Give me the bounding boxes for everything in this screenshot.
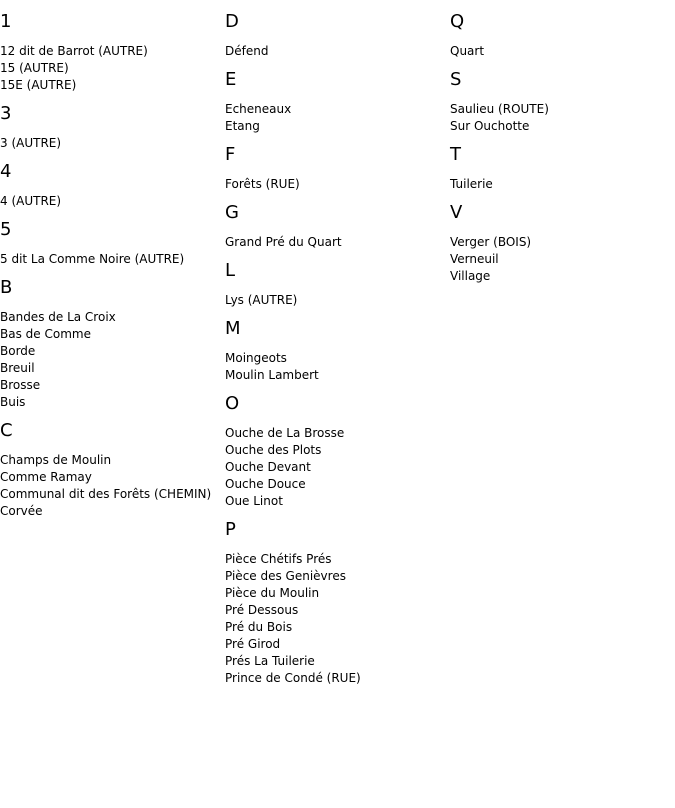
index-letter-heading: 1: [0, 11, 12, 32]
index-item-link[interactable]: Brosse: [0, 378, 41, 392]
index-item-list: [0, 43, 225, 94]
index-item-list: [225, 234, 450, 251]
index-item-list: [450, 234, 675, 285]
index-item-link[interactable]: Pièce Chétifs Prés: [225, 552, 332, 566]
index-item-link[interactable]: Verneuil: [450, 252, 499, 266]
index-item-link[interactable]: Verger (BOIS): [450, 235, 532, 249]
index-letter-heading: E: [225, 69, 237, 90]
index-item-link[interactable]: Ouche de La Brosse: [225, 426, 345, 440]
index-item-link[interactable]: Buis: [0, 395, 26, 409]
index-letter-heading: M: [225, 318, 241, 339]
index-item-link[interactable]: Forêts (RUE): [225, 177, 300, 191]
index-item-link[interactable]: Pièce des Genièvres: [225, 569, 346, 583]
index-letter-heading: C: [0, 420, 13, 441]
index-item-list: [0, 251, 225, 268]
index-column-3: [450, 10, 675, 687]
index-group: [225, 518, 450, 687]
index-column-1: [0, 10, 225, 687]
alphabetical-index: [0, 10, 675, 687]
index-group: [450, 68, 675, 135]
index-item-link[interactable]: Prince de Condé (RUE): [225, 671, 361, 685]
index-item-list: [225, 43, 450, 60]
index-item-link[interactable]: Prés La Tuilerie: [225, 654, 315, 668]
index-item-list: [0, 452, 225, 520]
index-item-link[interactable]: Grand Pré du Quart: [225, 235, 342, 249]
index-item-list: [450, 43, 675, 60]
index-item-link[interactable]: Village: [450, 269, 491, 283]
index-group: [225, 317, 450, 384]
index-item-list: [225, 101, 450, 135]
index-letter-heading: F: [225, 144, 236, 165]
index-item-link[interactable]: Bandes de La Croix: [0, 310, 116, 324]
index-item-link[interactable]: Comme Ramay: [0, 470, 92, 484]
index-item-link[interactable]: Sur Ouchotte: [450, 119, 530, 133]
index-letter-heading: S: [450, 69, 462, 90]
index-group: [0, 276, 225, 411]
index-item-link[interactable]: 3 (AUTRE): [0, 136, 62, 150]
index-letter-heading: O: [225, 393, 240, 414]
index-item-link[interactable]: Défend: [225, 44, 269, 58]
index-item-link[interactable]: 15 (AUTRE): [0, 61, 69, 75]
index-group: [450, 201, 675, 285]
index-item-list: [0, 193, 225, 210]
index-item-link[interactable]: Borde: [0, 344, 36, 358]
index-group: [0, 160, 225, 210]
index-letter-heading: T: [450, 144, 461, 165]
index-group: [450, 143, 675, 193]
index-group: [0, 218, 225, 268]
index-item-link[interactable]: Quart: [450, 44, 485, 58]
index-item-list: [450, 176, 675, 193]
index-group: [225, 10, 450, 60]
index-group: [225, 68, 450, 135]
index-item-link[interactable]: Tuilerie: [450, 177, 493, 191]
index-letter-heading: 4: [0, 161, 12, 182]
index-group: [0, 419, 225, 520]
index-letter-heading: P: [225, 519, 236, 540]
index-item-link[interactable]: Ouche Douce: [225, 477, 306, 491]
index-item-link[interactable]: Ouche des Plots: [225, 443, 322, 457]
index-item-link[interactable]: Saulieu (ROUTE): [450, 102, 549, 116]
index-group: [0, 10, 225, 94]
index-letter-heading: 3: [0, 103, 12, 124]
index-group: [225, 143, 450, 193]
index-item-link[interactable]: Pré du Bois: [225, 620, 293, 634]
index-letter-heading: L: [225, 260, 236, 281]
index-group: [0, 102, 225, 152]
index-group: [225, 201, 450, 251]
index-item-list: [450, 101, 675, 135]
index-item-list: [225, 176, 450, 193]
index-item-link[interactable]: Etang: [225, 119, 260, 133]
index-letter-heading: D: [225, 11, 239, 32]
index-item-link[interactable]: Moingeots: [225, 351, 287, 365]
index-item-link[interactable]: 5 dit La Comme Noire (AUTRE): [0, 252, 185, 266]
index-item-link[interactable]: Corvée: [0, 504, 43, 518]
index-item-list: [225, 425, 450, 510]
index-letter-heading: Q: [450, 11, 465, 32]
index-item-link[interactable]: 4 (AUTRE): [0, 194, 62, 208]
index-item-link[interactable]: 12 dit de Barrot (AUTRE): [0, 44, 148, 58]
index-item-link[interactable]: Bas de Comme: [0, 327, 91, 341]
index-letter-heading: G: [225, 202, 239, 223]
index-item-link[interactable]: Oue Linot: [225, 494, 283, 508]
index-letter-heading: V: [450, 202, 463, 223]
index-item-list: [225, 350, 450, 384]
index-item-list: [0, 135, 225, 152]
index-item-link[interactable]: Pièce du Moulin: [225, 586, 320, 600]
index-item-list: [225, 292, 450, 309]
index-item-link[interactable]: Ouche Devant: [225, 460, 311, 474]
index-item-link[interactable]: 15E (AUTRE): [0, 78, 77, 92]
index-group: [225, 259, 450, 309]
index-group: [450, 10, 675, 60]
index-letter-heading: 5: [0, 219, 12, 240]
index-item-link[interactable]: Moulin Lambert: [225, 368, 319, 382]
index-item-link[interactable]: Echeneaux: [225, 102, 292, 116]
index-item-link[interactable]: Lys (AUTRE): [225, 293, 298, 307]
index-item-link[interactable]: Pré Girod: [225, 637, 281, 651]
index-item-link[interactable]: Breuil: [0, 361, 35, 375]
index-column-2: [225, 10, 450, 687]
index-item-link[interactable]: Pré Dessous: [225, 603, 299, 617]
index-item-link[interactable]: Champs de Moulin: [0, 453, 112, 467]
index-item-list: [225, 551, 450, 687]
index-item-list: [0, 309, 225, 411]
index-group: [225, 392, 450, 510]
index-letter-heading: B: [0, 277, 13, 298]
index-item-link[interactable]: Communal dit des Forêts (CHEMIN): [0, 487, 212, 501]
